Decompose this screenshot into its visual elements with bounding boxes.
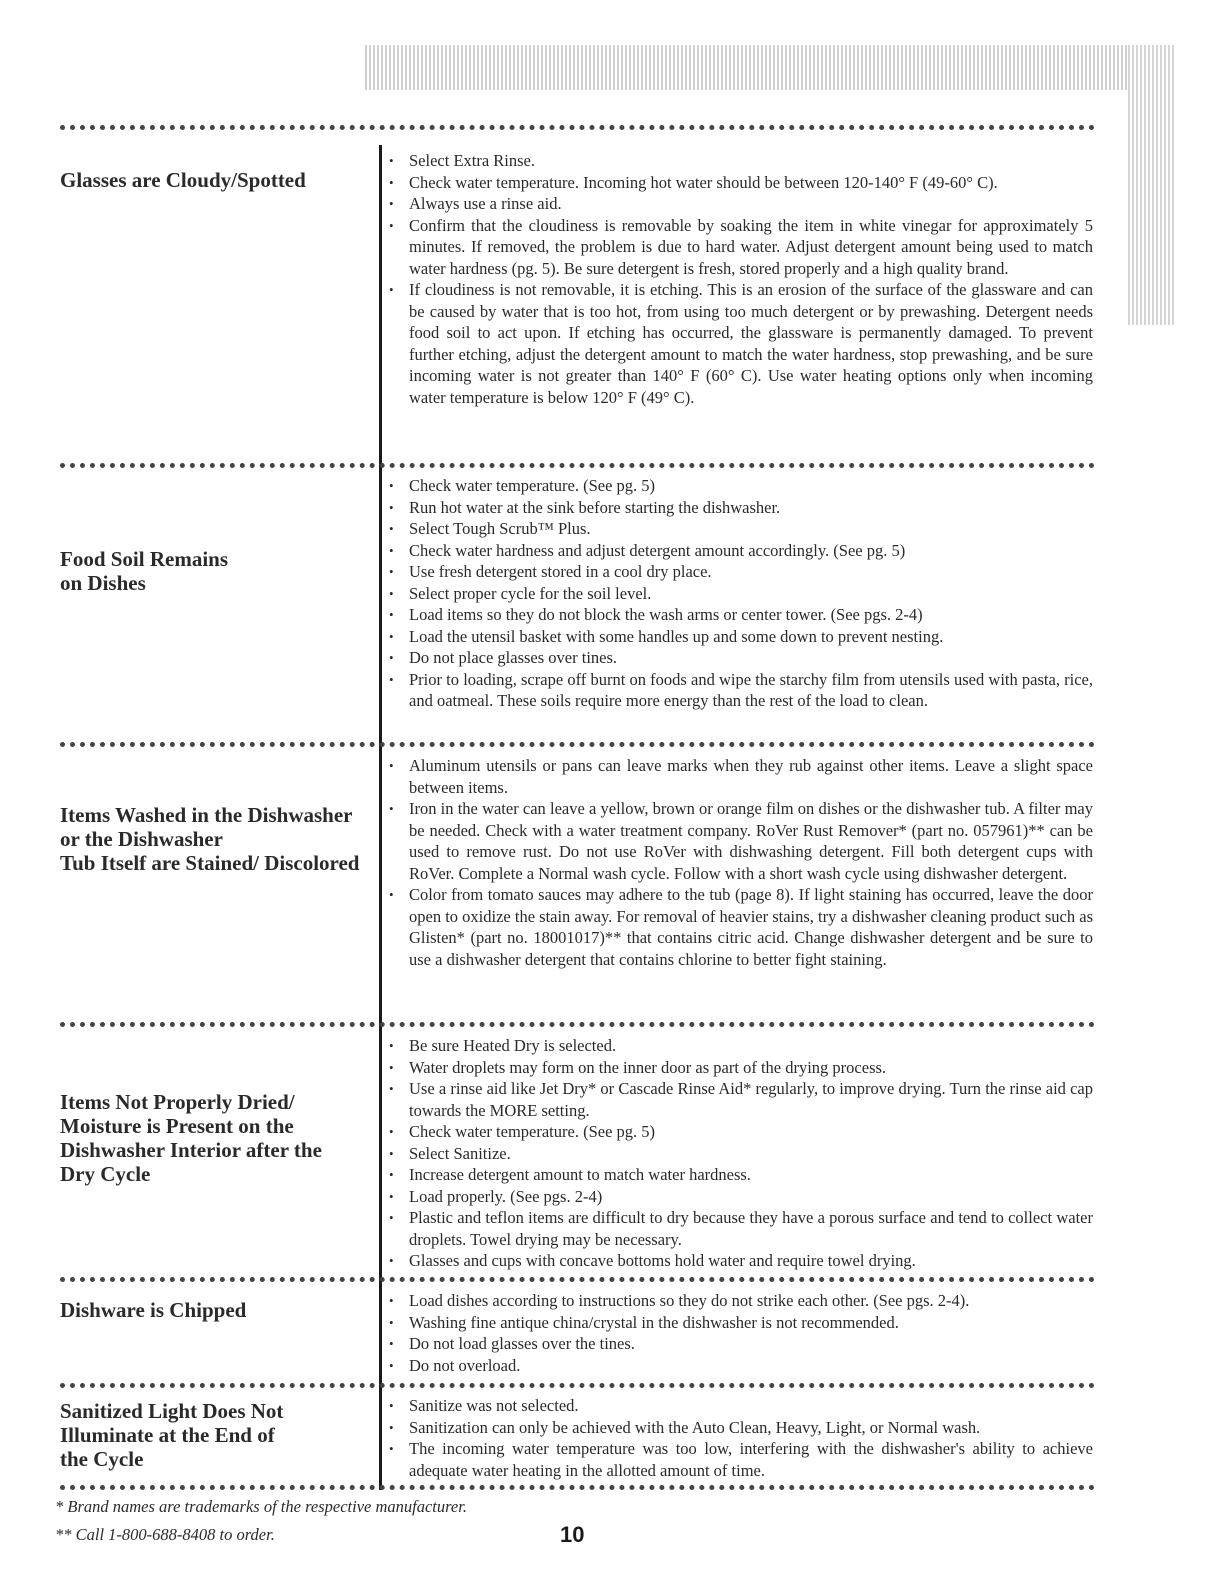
list-item: • Run hot water at the sink before starting the dishwasher. [385,497,1093,519]
list-item: • Use a rinse aid like Jet Dry* or Cascade Rinse Aid* regularly, to improve drying. Turn the rinse aid cap towards the MORE setting. [385,1078,1093,1121]
top-divider [60,125,1095,130]
list-item: • Prior to loading, scrape off burnt on foods and wipe the starchy film from utensils used with pasta, rice, and oatmeal. These soils require more energy than the rest of the load to clean. [385,669,1093,712]
bottom-divider [60,1485,1095,1490]
list-item: • Load items so they do not block the wash arms or center tower. (See pgs. 2-4) [385,604,1093,626]
list-item: • Check water hardness and adjust detergent amount accordingly. (See pg. 5) [385,540,1093,562]
list-item: • Always use a rinse aid. [385,193,1093,215]
list-item: • Use fresh detergent stored in a cool dry place. [385,561,1093,583]
section-label: Items Washed in the Dishwasher or the Dishwasher Tub Itself are Stained/ Discolored [60,803,360,875]
section-divider [60,463,1095,468]
list-item: • Check water temperature. (See pg. 5) [385,475,1093,497]
list-item: • Check water temperature. Incoming hot water should be between 120-140° F (49-60° C). [385,172,1093,194]
footnote-trademarks: * Brand names are trademarks of the respective manufacturer. [55,1497,467,1516]
list-item: • Glasses and cups with concave bottoms hold water and require towel drying. [385,1250,1093,1272]
list-item: • Iron in the water can leave a yellow, brown or orange film on dishes or the dishwasher tub. A filter may be needed. Check with a water treatment company. RoVer Rust Remover* (part no. 057961)** can be used to remove rust. Do not use RoVer with dishwashing detergent. Fill both detergent cups with RoVer. Complete a Normal wash cycle. Follow with a short wash cycle using dishwasher detergent. [385,798,1093,884]
list-item: • Plastic and teflon items are difficult to dry because they have a porous surface and tend to collect water droplets. Towel drying may be necessary. [385,1207,1093,1250]
list-item: • Sanitize was not selected. [385,1395,1093,1417]
page-number: 10 [560,1522,585,1547]
list-item: • Aluminum utensils or pans can leave marks when they rub against other items. Leave a slight space between items. [385,755,1093,798]
section-divider [60,1022,1095,1027]
list-item: • Sanitization can only be achieved with the Auto Clean, Heavy, Light, or Normal wash. [385,1417,1093,1439]
list-item: • Load properly. (See pgs. 2-4) [385,1186,1093,1208]
list-item: • Do not load glasses over the tines. [385,1333,1093,1355]
list-item: • Check water temperature. (See pg. 5) [385,1121,1093,1143]
section-divider [60,1383,1095,1388]
section-divider [60,1277,1095,1282]
list-item: • Select Tough Scrub™ Plus. [385,518,1093,540]
list-item: • Color from tomato sauces may adhere to the tub (page 8). If light staining has occurred, leave the door open to oxidize the stain away. For removal of heavier stains, try a dishwasher cleaning product such as Glisten* (part no. 18001017)** that contains citric acid. Change dishwasher detergent and be sure to use a dishwasher detergent that contains chlorine to better fight staining. [385,884,1093,970]
list-item: • If cloudiness is not removable, it is etching. This is an erosion of the surface of the glassware and can be caused by water that is too hot, from using too much detergent or by prewashing. Detergent needs food soil to act upon. If etching has occurred, the glassware is permanently damaged. To prevent further etching, adjust the detergent amount to match the water hardness, stop prewashing, and be sure incoming water is not greater than 140° F (60° C). Use water heating options only when incoming water temperature is below 120° F (49° C). [385,279,1093,408]
list-item: • Washing fine antique china/crystal in the dishwasher is not recommended. [385,1312,1093,1334]
section-label: Dishware is Chipped [60,1298,247,1322]
list-item: • Be sure Heated Dry is selected. [385,1035,1093,1057]
section-label: Sanitized Light Does Not Illuminate at the End of the Cycle [60,1399,284,1471]
tips-list [385,1035,1093,1272]
section-divider [60,742,1095,747]
tips-list [385,1395,1093,1481]
footnote-order-phone: ** Call 1-800-688-8408 to order. [55,1525,275,1544]
list-item: • Select Sanitize. [385,1143,1093,1165]
section-label: Glasses are Cloudy/Spotted [60,168,306,192]
list-item: • Load the utensil basket with some handles up and some down to prevent nesting. [385,626,1093,648]
tips-list [385,755,1093,970]
tips-list [385,1290,1093,1376]
section-label: Food Soil Remains on Dishes [60,547,229,595]
list-item: • Water droplets may form on the inner door as part of the drying process. [385,1057,1093,1079]
tips-list [385,150,1093,408]
list-item: • Select Extra Rinse. [385,150,1093,172]
side-tab [1128,45,1175,325]
list-item: • Load dishes according to instructions so they do not strike each other. (See pgs. 2-4). [385,1290,1093,1312]
tips-list [385,475,1093,712]
header-band [365,45,1175,90]
list-item: • Do not place glasses over tines. [385,647,1093,669]
list-item: • Select proper cycle for the soil level. [385,583,1093,605]
list-item: • Increase detergent amount to match water hardness. [385,1164,1093,1186]
list-item: • Do not overload. [385,1355,1093,1377]
list-item: • Confirm that the cloudiness is removable by soaking the item in white vinegar for approximately 5 minutes. If removed, the problem is due to hard water. Adjust detergent amount being used to match water hardness (pg. 5). Be sure detergent is fresh, stored properly and a high quality brand. [385,215,1093,280]
section-label: Items Not Properly Dried/ Moisture is Present on the Dishwasher Interior after the Dry Cycle [60,1090,322,1186]
list-item: • The incoming water temperature was too low, interfering with the dishwasher's ability to achieve adequate water heating in the allotted amount of time. [385,1438,1093,1481]
